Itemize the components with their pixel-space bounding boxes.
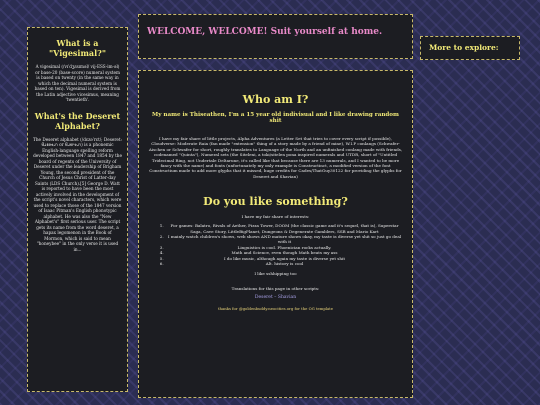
vigesimal-heading: What is a "Vigesimal?": [48, 38, 107, 58]
shipping-line: I like sshhipping too: [254, 270, 297, 276]
welcome-title: WELCOME, WELCOME! Suit yourself at home.: [147, 27, 383, 37]
welcome-header: [138, 14, 413, 59]
deseret-text: The Deseret alphabet (/dɛzəˈrɛt/; Deseret: 𐐔𐐯𐑅𐐨𐑉𐐯𐐻 or 𐐔𐐯𐑆𐐲𐑉𐐯𐐻) is a phonemic English-language spelling reform developed between 1847 and 1854 by the board of regents of the University of Deseret under the leadership of Brigham Young, the second president of the Church of Jesus Christ of Latter-day Saints (LDS Church).[5] George D. Watt is reported to have been the most actively involved in the development of the script's novel characters, which were used to replace those of the 1847 version of Isaac Pitman's English phonotypic alphabet. He was also the "New Alphabet's" first serious user. The script gets its name from the word deseret, a hapax legomenon in the Book of Mormon, which is said to mean "honeybee" in the only verse it is used in...: [33, 136, 122, 252]
list-item: 1. For games: Balatro, Rivals of Aether, Pizza Tower, DOOM (the classic game and it's sequel, that is), Superstar Saga, Cave Story, LittleBigPlanet, Dungeons & Degenerate Gamblers, SSB and Mario Kart: [165, 223, 404, 234]
interests-intro: I have my fair share of interests:: [241, 214, 310, 220]
list-item: 3. Linguistics is cool. Phoenician rocks actually.: [165, 245, 404, 250]
left-sidebar: [27, 27, 128, 392]
list-item: 5. I do like music, although again my taste is diverse yet shit: [165, 256, 404, 261]
explore-title: More to explore:: [429, 43, 499, 52]
vigesimal-text: A vigesimal (/vɪˈdʒɛsɪməl/ vij-ESS-im-əl) or base-20 (base-score) numeral system is based on twenty (in the same way in which the decimal numeral system is based on ten). Vigesimal is derived from the Latin adjective vicesimus, meaning 'twentieth'.: [34, 64, 121, 102]
list-item: 4. Math and Science, even though Math beats my ass: [165, 250, 404, 255]
projects-text: I have my fair share of little projects, Alpha Adventures (a Letter Set that tries to cover every script if possible), Cloudverse: Moderate Raia (fan made "extension" thing of a story made by a friend of mine), W.I.P conlangs (Schwafer-Aischen or Schwafer for short, roughly translates to Language of the North and an unfinished conlang made with friends, codenamed "Quinta"), Numeral sets (the Siteleni, a toki/sitelen pona inspired numerals and UTDR, short of "Untitled Tridecimal Ring, not Undertale Deltarune, it's called like that because there are 13 numerals, and I wanted to be more fancy with the name) and fonts (unfortunately my only example is Constructinct, a modified version of the font Constructium made to add more glyphs that it missed, huge credits for Cades/ThatGuy30122 for providing the glyphs for Deseret and Shavian): [148, 136, 403, 179]
likes-heading: Do you like something?: [203, 195, 348, 209]
who-heading: Who am I?: [242, 93, 309, 106]
list-item: 2. I mainly watch children's shows, web shows AND mature shows okay, my taste is diverse yet shit so just go deal with it: [165, 234, 404, 245]
intro-subtitle: My name is Thiseathen, I'm a 15 year old indivisual and I like drawing random shit: [152, 112, 399, 124]
deseret-heading: What's the Deseret Alphabet?: [34, 110, 121, 131]
template-credit[interactable]: thanks for @goldenbuddy.neocities.org for the OG template: [217, 305, 334, 311]
main-content: [138, 70, 413, 398]
translations-label: Translations for this page in other scripts:: [231, 285, 320, 291]
translation-links[interactable]: Deseret – Shavian: [254, 294, 297, 300]
explore-panel: [420, 36, 520, 60]
interests-list: [147, 223, 404, 266]
list-item: 6. Alt. history is cool: [165, 261, 404, 266]
